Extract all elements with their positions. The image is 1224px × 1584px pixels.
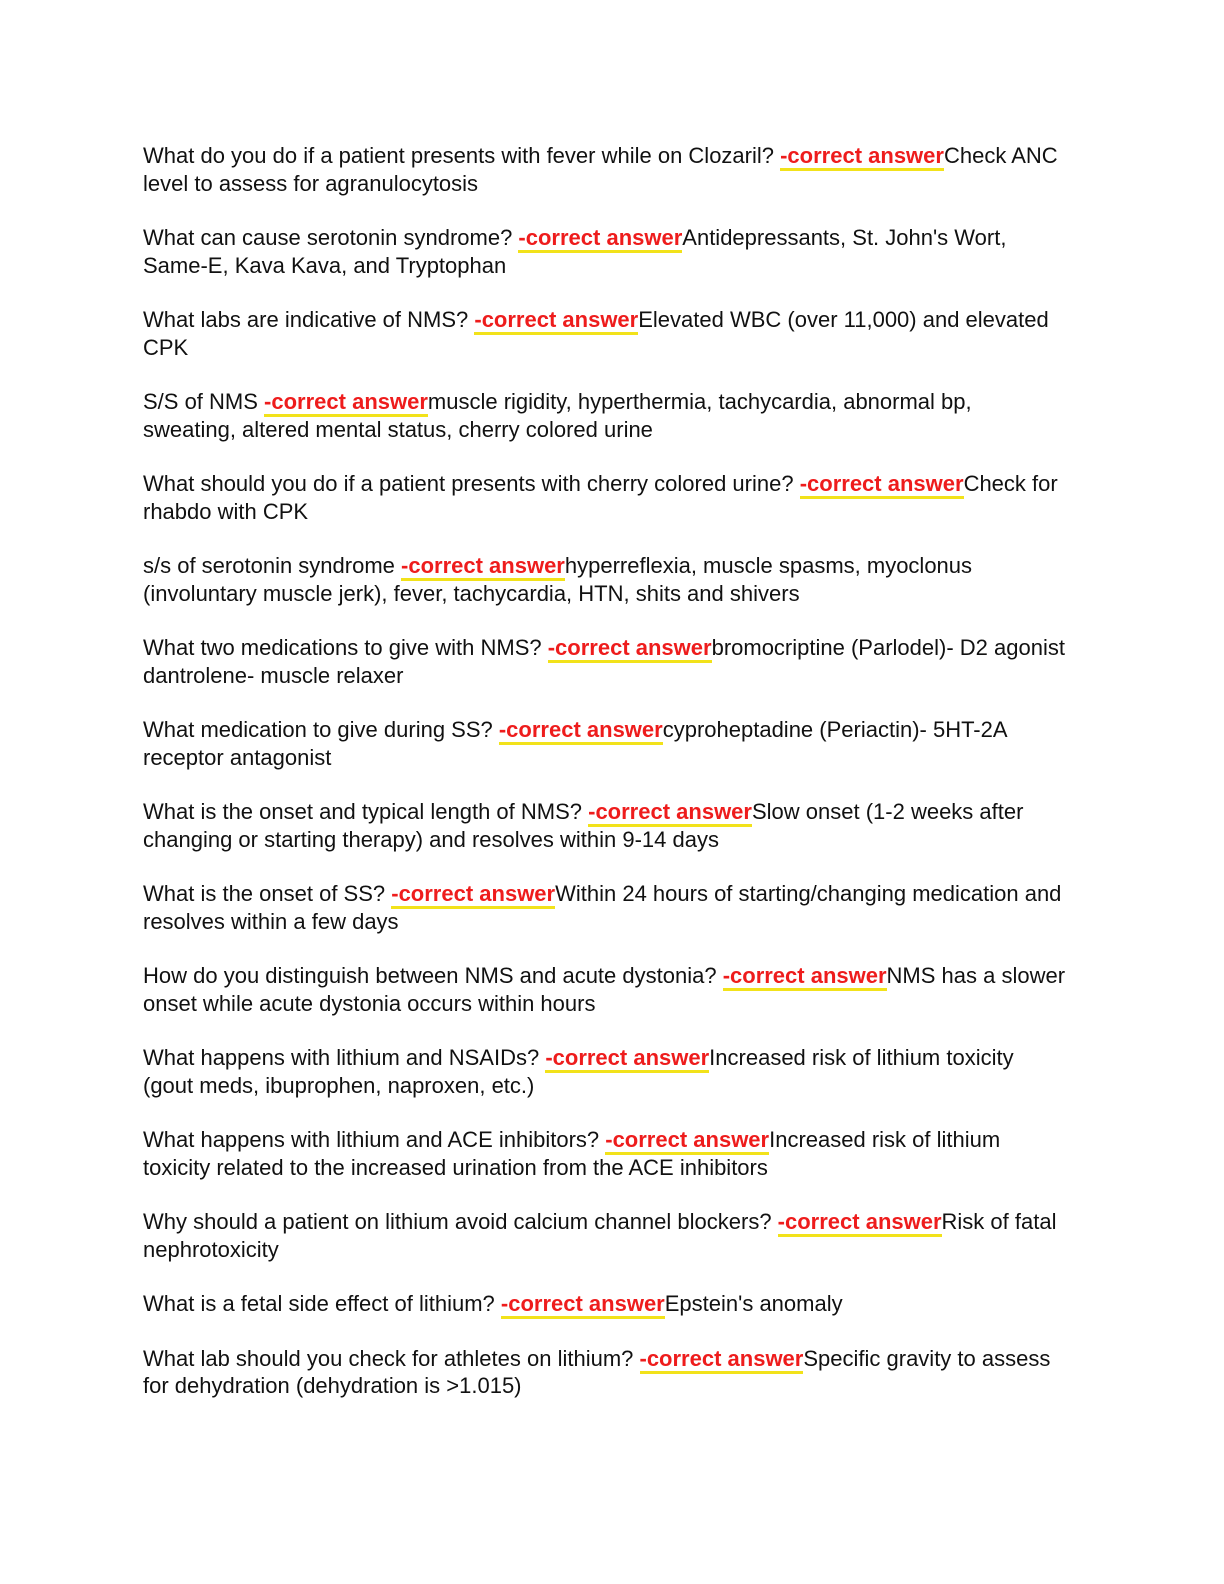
qa-item [143, 634, 1068, 689]
qa-list [143, 142, 1068, 1427]
question-text: What happens with lithium and NSAIDs? [143, 1045, 546, 1070]
correct-answer-marker: -correct answer [723, 963, 887, 991]
answer-text: Increased risk of lithium toxicity (gout meds, ibuprophen, naproxen, etc.) [143, 1045, 1014, 1098]
answer-text: Epstein's anomaly [664, 1291, 843, 1316]
question-text: What happens with lithium and ACE inhibitors? [143, 1127, 606, 1152]
question-text: What two medications to give with NMS? [143, 635, 548, 660]
correct-answer-marker: -correct answer [474, 307, 638, 335]
answer-text: Slow onset (1-2 weeks after changing or starting therapy) and resolves within 9-14 days [143, 799, 1024, 852]
answer-text: cyproheptadine (Periactin)- 5HT-2A receptor antagonist [143, 717, 1007, 770]
qa-item [143, 142, 1068, 197]
qa-item [143, 470, 1068, 525]
correct-answer-marker: -correct answer [778, 1209, 942, 1237]
correct-answer-marker: -correct answer [640, 1346, 804, 1374]
answer-text: Within 24 hours of starting/changing medication and resolves within a few days [143, 881, 1062, 934]
qa-item [143, 962, 1068, 1017]
answer-text: muscle rigidity, hyperthermia, tachycardia, abnormal bp, sweating, altered mental status, cherry colored urine [143, 389, 972, 442]
question-text: What is the onset of SS? [143, 881, 392, 906]
question-text: What medication to give during SS? [143, 717, 499, 742]
correct-answer-marker: -correct answer [800, 471, 964, 499]
answer-text: Check for rhabdo with CPK [143, 471, 1058, 524]
qa-item [143, 388, 1068, 443]
correct-answer-marker: -correct answer [499, 717, 663, 745]
question-text: What is the onset and typical length of NMS? [143, 799, 589, 824]
qa-item [143, 306, 1068, 361]
question-text: What do you do if a patient presents with fever while on Clozaril? [143, 143, 781, 168]
correct-answer-marker: -correct answer [545, 1045, 709, 1073]
correct-answer-marker: -correct answer [588, 799, 752, 827]
qa-item [143, 1126, 1068, 1181]
correct-answer-marker: -correct answer [264, 389, 428, 417]
correct-answer-marker: -correct answer [391, 881, 555, 909]
answer-text: Antidepressants, St. John's Wort, Same-E, Kava Kava, and Tryptophan [143, 225, 1007, 278]
qa-item [143, 1345, 1068, 1400]
correct-answer-marker: -correct answer [548, 635, 712, 663]
correct-answer-marker: -correct answer [605, 1127, 769, 1155]
qa-item [143, 552, 1068, 607]
question-text: S/S of NMS [143, 389, 265, 414]
question-text: What should you do if a patient presents with cherry colored urine? [143, 471, 800, 496]
answer-text: hyperreflexia, muscle spasms, myoclonus (involuntary muscle jerk), fever, tachycardia, HTN, shits and shivers [143, 553, 973, 606]
correct-answer-marker: -correct answer [501, 1291, 665, 1319]
answer-text: Increased risk of lithium toxicity related to the increased urination from the ACE inhibitors [143, 1127, 1001, 1180]
question-text: What lab should you check for athletes on lithium? [143, 1345, 640, 1371]
qa-item [143, 224, 1068, 279]
answer-text: NMS has a slower onset while acute dystonia occurs within hours [143, 963, 1066, 1016]
qa-item [143, 880, 1068, 935]
question-text: s/s of serotonin syndrome [143, 553, 402, 578]
question-text: What is a fetal side effect of lithium? [143, 1291, 501, 1316]
question-text: What can cause serotonin syndrome? [143, 225, 519, 250]
answer-text: Risk of fatal nephrotoxicity [143, 1209, 1057, 1262]
qa-item [143, 798, 1068, 853]
answer-text: Check ANC level to assess for agranulocytosis [143, 143, 1058, 196]
correct-answer-marker: -correct answer [780, 143, 944, 171]
qa-item [143, 716, 1068, 771]
question-text: How do you distinguish between NMS and acute dystonia? [143, 963, 723, 988]
qa-item [143, 1290, 1068, 1318]
answer-text: bromocriptine (Parlodel)- D2 agonist dantrolene- muscle relaxer [143, 635, 1065, 688]
answer-text: Specific gravity to assess for dehydration (dehydration is >1.015) [143, 1345, 1051, 1398]
qa-item [143, 1044, 1068, 1099]
qa-item [143, 1208, 1068, 1263]
question-text: What labs are indicative of NMS? [143, 307, 475, 332]
question-text: Why should a patient on lithium avoid calcium channel blockers? [143, 1209, 778, 1234]
correct-answer-marker: -correct answer [401, 553, 565, 581]
answer-text: Elevated WBC (over 11,000) and elevated CPK [143, 307, 1049, 360]
correct-answer-marker: -correct answer [518, 225, 682, 253]
